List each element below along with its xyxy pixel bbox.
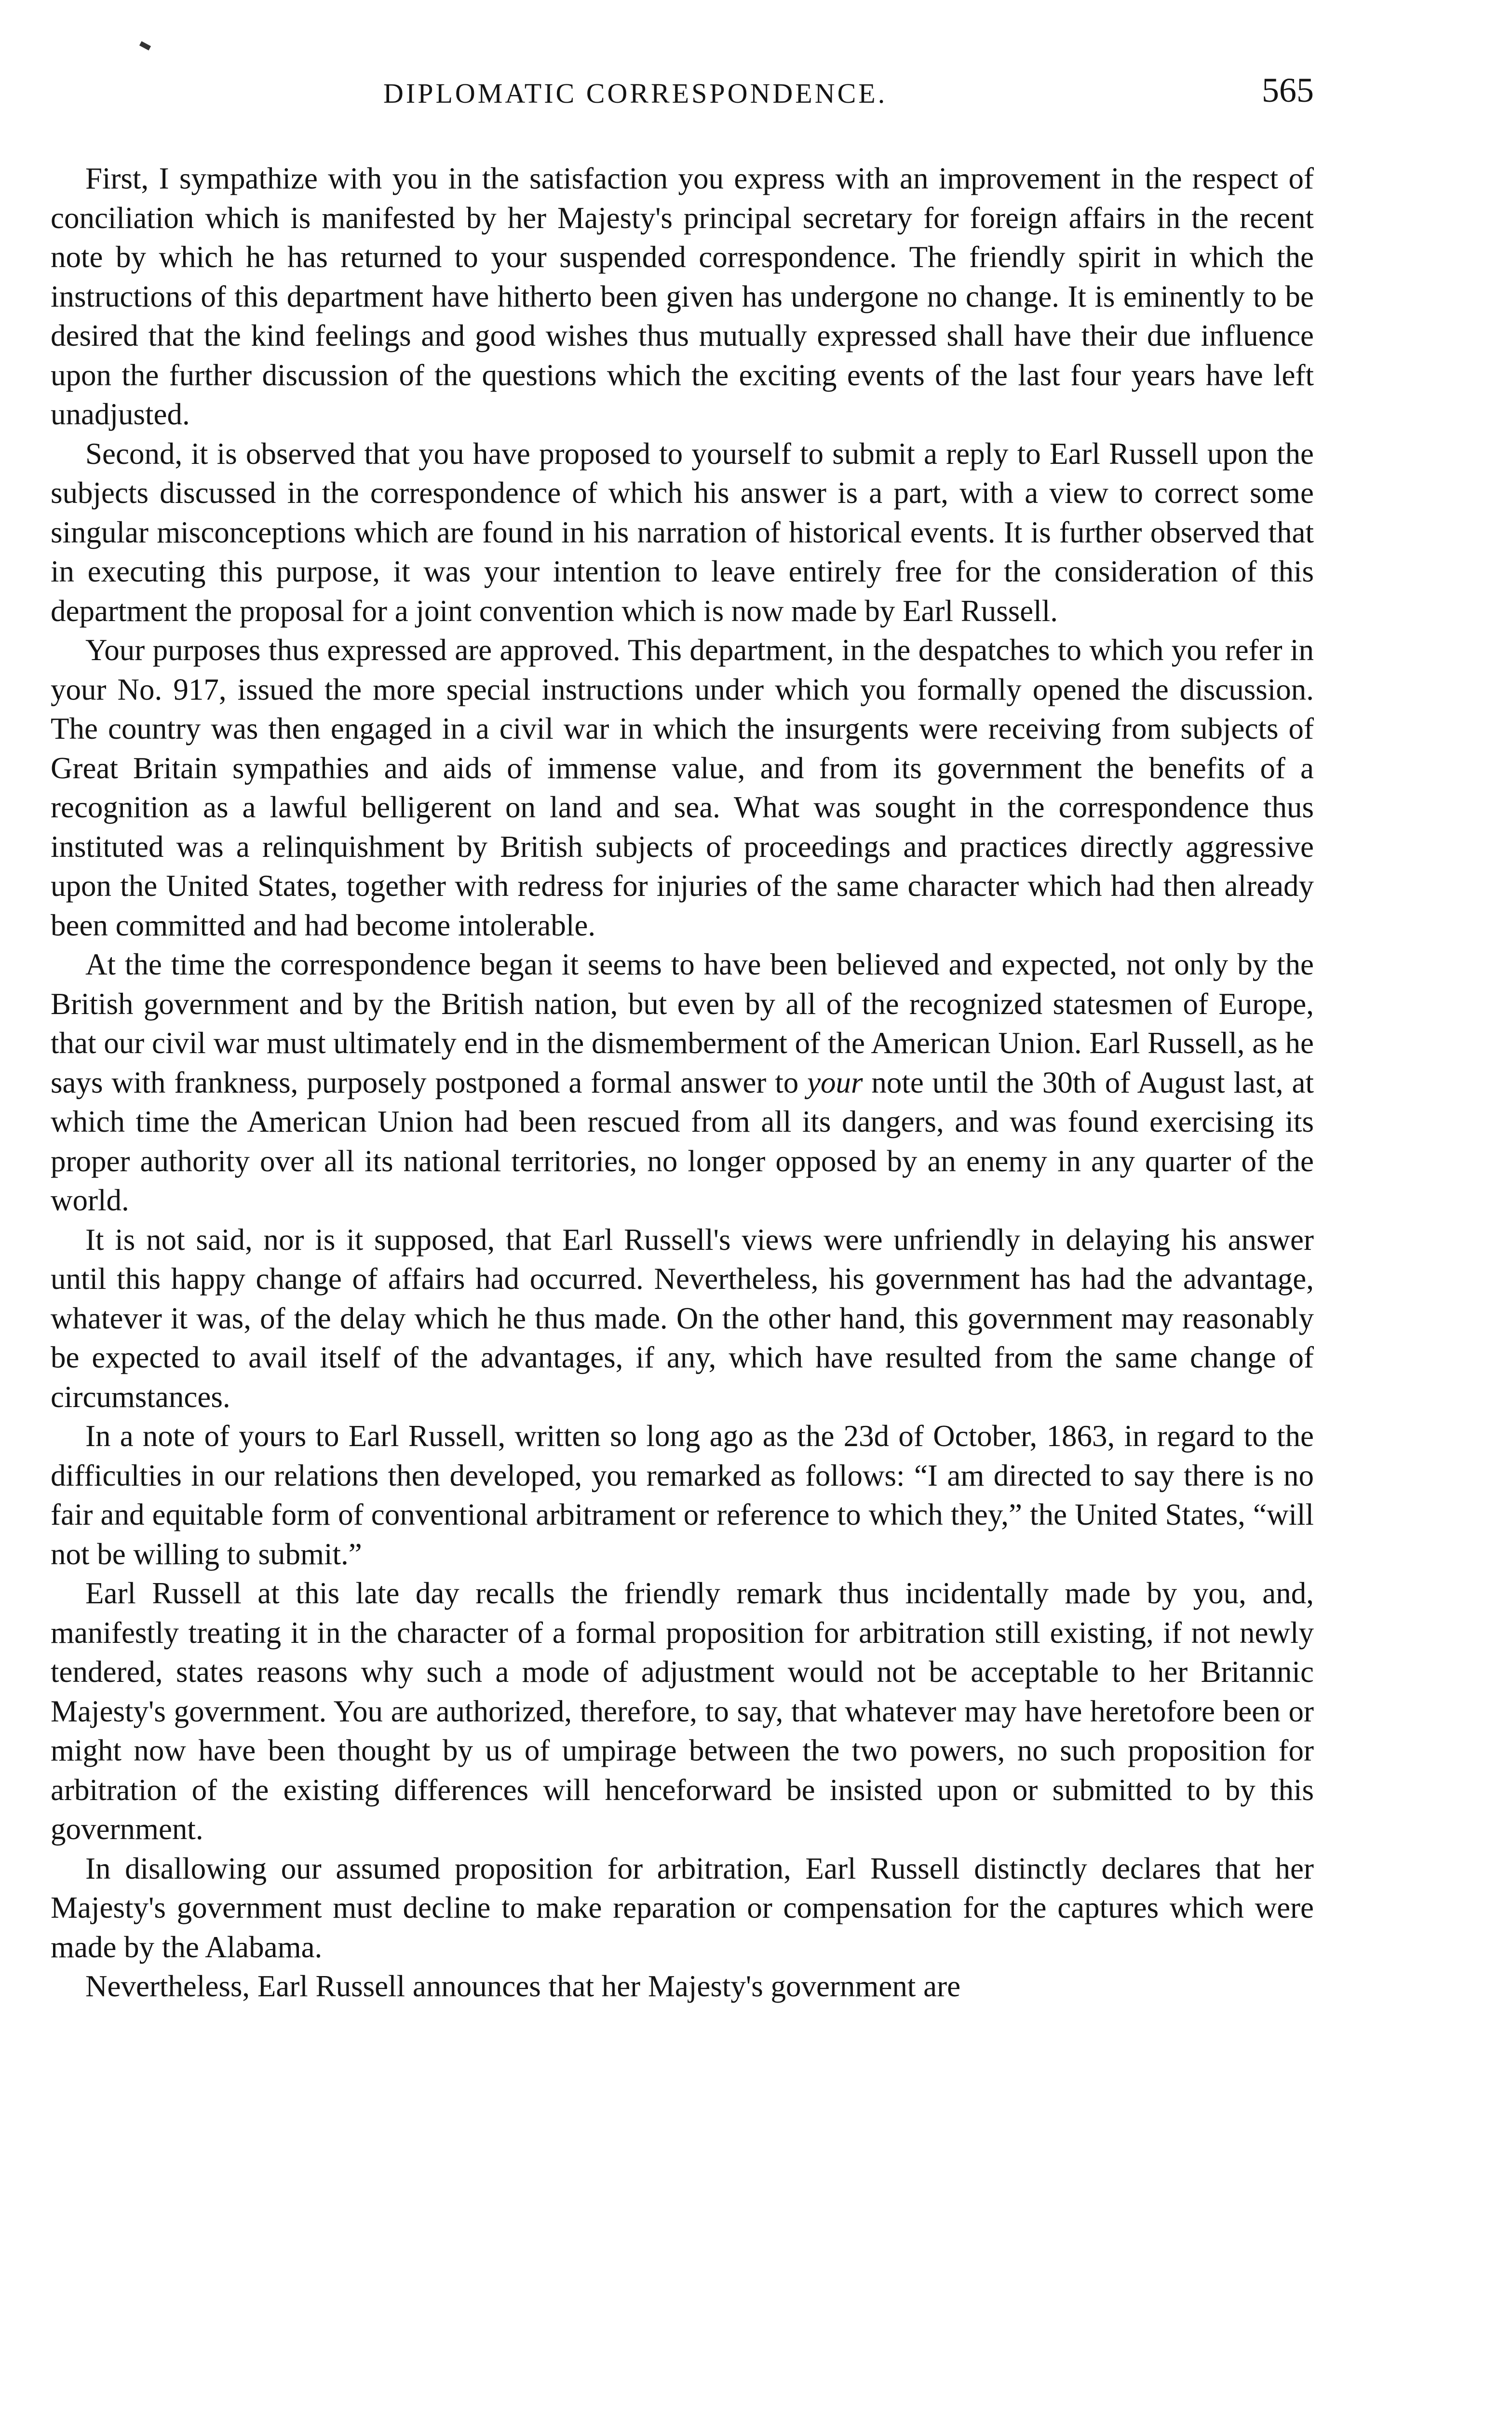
paragraph-4-text-before: At the time the correspondence began it seems to have been believed and expected, not only by the British government and by the British nation, but even by all of the recognized statesmen of Europe, that our civil war must ultimately end in the dismemberment of the American Union. Earl Russell, as he says with frankness, purposely postponed a formal answer to xyxy=(51,948,1314,1099)
paragraph-1: First, I sympathize with you in the satisfaction you express with an improvement in the respect of conciliation which is manifested by her Majesty's principal secretary for foreign affairs in the recent note by which he has returned to your suspended correspondence. The friendly spirit in which the instructions of this department have hitherto been given has undergone no change. It is eminently to be desired that the kind feelings and good wishes thus mutually expressed shall have their due influence upon the further discussion of the questions which the exciting events of the last four years have left unadjusted. xyxy=(51,162,1314,431)
body-text xyxy=(51,159,1314,2006)
running-head: DIPLOMATIC CORRESPONDENCE. xyxy=(383,78,888,109)
page-header xyxy=(51,72,1314,125)
document-page xyxy=(51,72,1314,2411)
stray-ink-mark xyxy=(139,41,151,50)
paragraph-3: Your purposes thus expressed are approved. This department, in the despatches to which you refer in your No. 917, issued the more special instructions under which you formally opened the discussion. The country was then engaged in a civil war in which the insurgents were receiving from subjects of Great Britain sympathies and aids of immense value, and from its government the benefits of a recognition as a lawful belligerent on land and sea. What was sought in the correspondence thus instituted was a relinquishment by British subjects of proceedings and practices directly aggressive upon the United States, together with redress for injuries of the same character which had then already been committed and had become intolerable. xyxy=(51,633,1314,942)
paragraph-9: Nevertheless, Earl Russell announces that her Majesty's government are xyxy=(85,1969,961,2003)
paragraph-5: It is not said, nor is it supposed, that Earl Russell's views were unfriendly in delaying his answer until this happy change of affairs had occurred. Nevertheless, his government has had the advantage, whatever it was, of the delay which he thus made. On the other hand, this government may reasonably be expected to avail itself of the advantages, if any, which have resulted from the same change of circumstances. xyxy=(51,1222,1314,1414)
paragraph-7: Earl Russell at this late day recalls the friendly remark thus incidentally made by you, and, manifestly treating it in the character of a formal proposition for arbitration still existing, if not newly tendered, states reasons why such a mode of adjustment would not be acceptable to her Britannic Majesty's government. You are authorized, therefore, to say, that whatever may have heretofore been or might now have been thought by us of umpirage between the two powers, no such proposition for arbitration of the existing differences will henceforward be insisted upon or submitted to by this government. xyxy=(51,1576,1314,1846)
paragraph-4-emphasis: your xyxy=(807,1065,863,1099)
paragraph-2: Second, it is observed that you have proposed to yourself to submit a reply to Earl Russell upon the subjects discussed in the correspondence of which his answer is a part, with a view to correct some singular misconceptions which are found in his narration of historical events. It is further observed that in executing this purpose, it was your intention to leave entirely free for the consideration of this department the proposal for a joint convention which is now made by Earl Russell. xyxy=(51,436,1314,628)
paragraph-4 xyxy=(51,945,1314,1220)
paragraph-4-text-after: note until the 30th of August last, at which time the American Union had been rescued from all its dangers, and was found exercising its proper authority over all its national territories, no longer opposed by an enemy in any quarter of the world. xyxy=(51,1065,1314,1217)
paragraph-8: In disallowing our assumed proposition for arbitration, Earl Russell distinctly declares that her Majesty's government must decline to make reparation or compensation for the captures which were made by the Alabama. xyxy=(51,1851,1314,1964)
page-number: 565 xyxy=(1262,71,1314,109)
paragraph-6: In a note of yours to Earl Russell, written so long ago as the 23d of October, 1863, in regard to the difficulties in our relations then developed, you remarked as follows: “I am directed to say there is no fair and equitable form of conventional arbitrament or reference to which they,” the United States, “will not be willing to submit.” xyxy=(51,1419,1314,1571)
